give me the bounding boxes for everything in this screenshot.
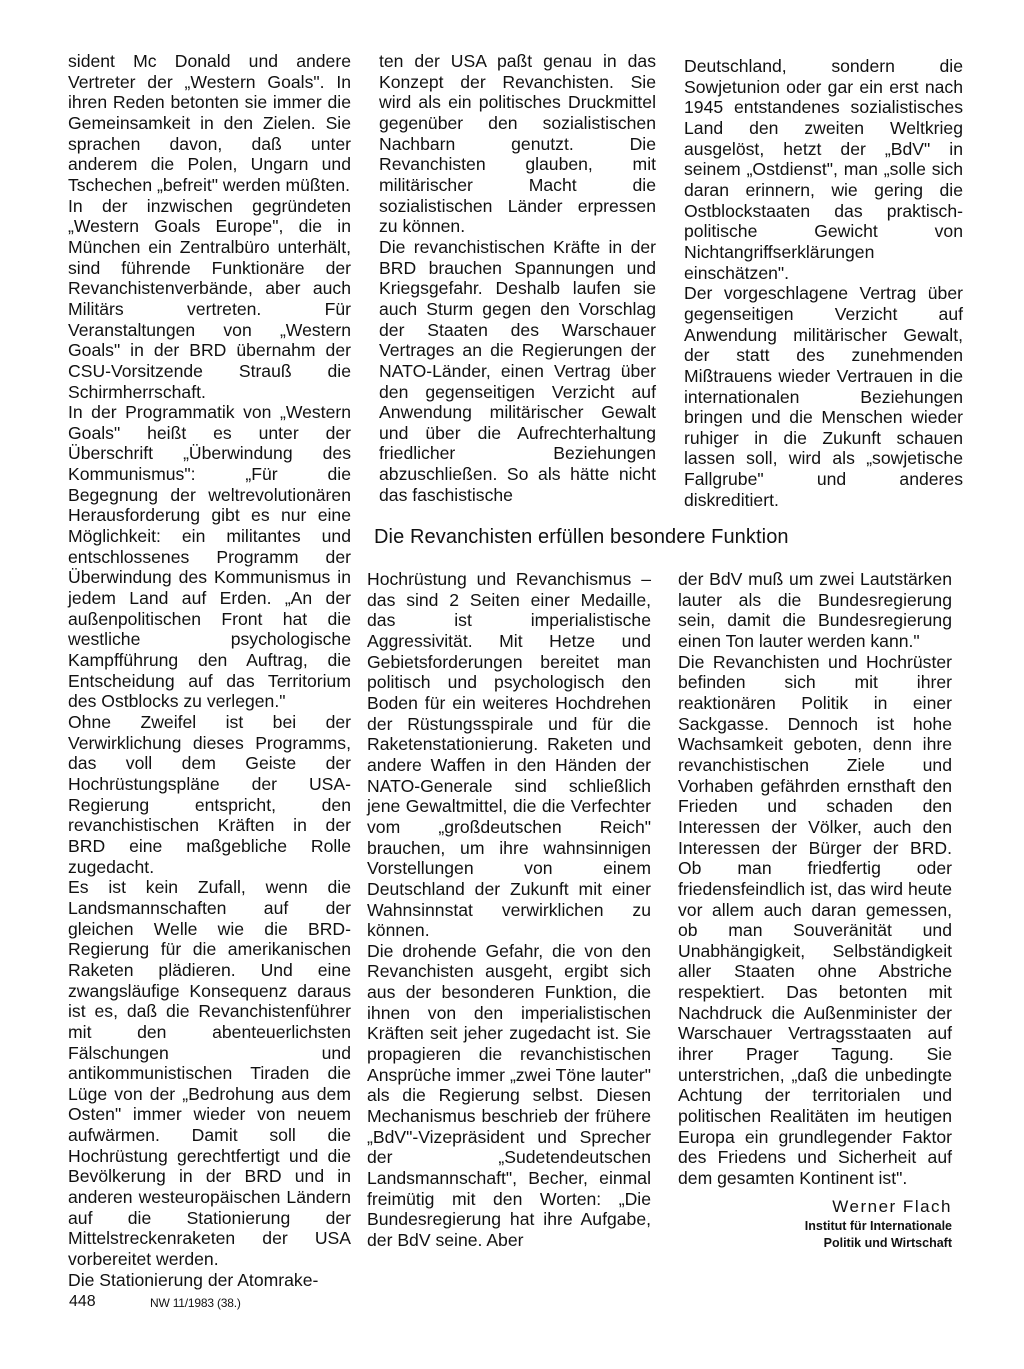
- article-column-1: [68, 51, 351, 1290]
- paragraph: Es ist kein Zufall, wenn die Landsmannschaften auf der gleichen Welle wie die BRD-Regierung für die amerikanischen Raketen plädieren. Und eine zwangsläufige Konsequenz daraus ist es, daß die Revanchistenführer mit den abenteuerlichsten Fälschungen und antikommunistischen Tiraden die Lüge von der „Bedrohung aus dem Osten" immer wieder von neuem aufwärmen. Damit soll die Hochrüstung gerechtfertigt und die Bevölkerung in der BRD und in anderen westeuropäischen Ländern auf die Stationierung der Mittelstreckenraketen der USA vorbereitet werden.: [68, 877, 351, 1270]
- paragraph: In der inzwischen gegründeten „Western Goals Europe", die in München ein Zentralbüro unterhält, sind führende Funktionäre der Revanchistenverbände, aber auch Militärs vertreten. Für Veranstaltungen von „Western Goals" in der BRD übernahm der CSU-Vorsitzende Strauß die Schirmherrschaft.: [68, 195, 351, 402]
- paragraph: Die Revanchisten und Hochrüster befinden sich mit ihrer reaktionären Politik in einer Sackgasse. Dennoch ist hohe Wachsamkeit geboten, denn ihre revanchistischen Ziele und Vorhaben gefährden ernsthaft den Frieden und schaden den Interessen der Völker, auch den Interessen der Bürger der BRD. Ob man friedfertig oder friedensfeindlich ist, das wird heute vor allem auch daran gemessen, ob man Souveränität und Unabhängigkeit, Selbständigkeit aller Staaten ohne Abstriche respektiert. Das betonten mit Nachdruck die Außenminister der Warschauer Vertragsstaaten auf ihrer Prager Tagung. Sie unterstrichen, „daß die unbedingte Achtung der territorialen und politischen Realitäten im heutigen Europa ein grundlegender Faktor des Friedens und Sicherheit auf dem gesamten Kontinent ist".: [678, 651, 952, 1189]
- paragraph: ten der USA paßt genau in das Konzept der Revanchisten. Sie wird als ein politisches Druckmittel gegenüber den sozialistischen Nachbarn genutzt. Die Revanchisten glauben, mit militärischer Macht die sozialistischen Länder erpressen zu können.: [379, 51, 656, 237]
- paragraph: Deutschland, sondern die Sowjetunion oder gar ein erst nach 1945 entstandenes sozialistisches Land den zweiten Weltkrieg ausgelöst, hetzt der „BdV" in seinem „Ostdienst", man „solle sich daran erinnern, wie gering die Ostblockstaaten das praktisch-politische Gewicht von Nichtangriffserklärungen einschätzen".: [684, 56, 963, 283]
- author-institute-line-1: Institut für Internationale: [804, 1219, 952, 1234]
- article-column-3: [684, 56, 963, 510]
- section-heading: Die Revanchisten erfüllen besondere Funktion: [374, 526, 789, 548]
- article-column-4: [367, 569, 651, 1251]
- paragraph: sident Mc Donald und andere Vertreter der „Western Goals". In ihren Reden betonten sie immer die Gemeinsamkeit in den Zielen. Sie sprachen davon, daß unter anderem die Polen, Ungarn und Tschechen „befreit" werden müßten.: [68, 51, 351, 195]
- author-name: Werner Flach: [832, 1196, 952, 1216]
- paragraph: Die revanchistischen Kräfte in der BRD brauchen Spannungen und Kriegsgefahr. Deshalb laufen sie auch Sturm gegen den Vorschlag der Staaten des Warschauer Vertrages an die Regierungen der NATO-Länder, einen Vertrag über den gegenseitigen Verzicht auf Anwendung militärischer Gewalt und über die Aufrechterhaltung friedlicher Beziehungen abzuschließen. So als hätte nicht das faschistische: [379, 236, 656, 505]
- article-column-2: [379, 51, 656, 505]
- author-block: [678, 1197, 952, 1252]
- page-number: 448: [69, 1293, 96, 1310]
- paragraph: Hochrüstung und Revanchismus – das sind 2 Seiten einer Medaille, das ist imperialistische Aggressivität. Mit Hetze und Gebietsforderungen bereitet man politisch und psychologisch den Boden für ein weiteres Hochdrehen der Rüstungsspirale und für die Raketenstationierung. Raketen und andere Waffen in den Händen der NATO-Generale sind schließlich jene Gewaltmittel, die die Verfechter vom „großdeutschen Reich" brauchen, um ihre wahnsinnigen Vorstellungen von einem Deutschland der Zukunft mit einer Wahnsinnstat verwirklichen zu können.: [367, 569, 651, 941]
- paragraph: Die drohende Gefahr, die von den Revanchisten ausgeht, ergibt sich aus der besonderen Funktion, die ihnen von den imperialistischen Kräften seit jeher zugedacht ist. Sie propagieren die revanchistischen Ansprüche immer „zwei Töne lauter" als die Regierung selbst. Diesen Mechanismus beschrieb der frühere „BdV"-Vizepräsident und Sprecher der „Sudetendeutschen Landsmannschaft", Becher, einmal freimütig mit den Worten: „Die Bundesregierung hat ihre Aufgabe, der BdV seine. Aber: [367, 940, 651, 1250]
- paragraph: Der vorgeschlagene Vertrag über gegenseitigen Verzicht auf Anwendung militärischer Gewalt, der statt des zunehmenden Mißtrauens wieder Vertrauen in die internationalen Beziehungen bringen und die Menschen wieder ruhiger in die Zukunft schauen lassen soll, wird als „sowjetische Fallgrube" und anderes diskreditiert.: [684, 283, 963, 510]
- paragraph: der BdV muß um zwei Lautstärken lauter als die Bundesregierung sein, damit die Bundesregierung einen Ton lauter werden kann.": [678, 569, 952, 651]
- author-institute-line-2: Politik und Wirtschaft: [823, 1236, 952, 1251]
- issue-reference: NW 11/1983 (38.): [150, 1296, 241, 1310]
- paragraph: Die Stationierung der Atomrake-: [68, 1269, 319, 1290]
- article-column-5: [678, 569, 952, 1251]
- paragraph: Ohne Zweifel ist bei der Verwirklichung dieses Programms, das voll dem Geiste der Hochrüstungspläne der USA-Regierung entspricht, den revanchistischen Kräften in der BRD eine maßgebliche Rolle zugedacht.: [68, 712, 351, 877]
- paragraph: In der Programmatik von „Western Goals" heißt es unter der Überschrift „Überwindung des Kommunismus": „Für die Begegnung der weltrevolutionären Herausforderung gibt es nur eine Möglichkeit: ein militantes und entschlossenes Programm der Überwindung des Kommunismus in jedem Land auf Erden. „An der außenpolitischen Front hat die westliche psychologische Kampfführung den Auftrag, die Entscheidung auf das Territorium des Ostblocks zu verlegen.": [68, 402, 351, 712]
